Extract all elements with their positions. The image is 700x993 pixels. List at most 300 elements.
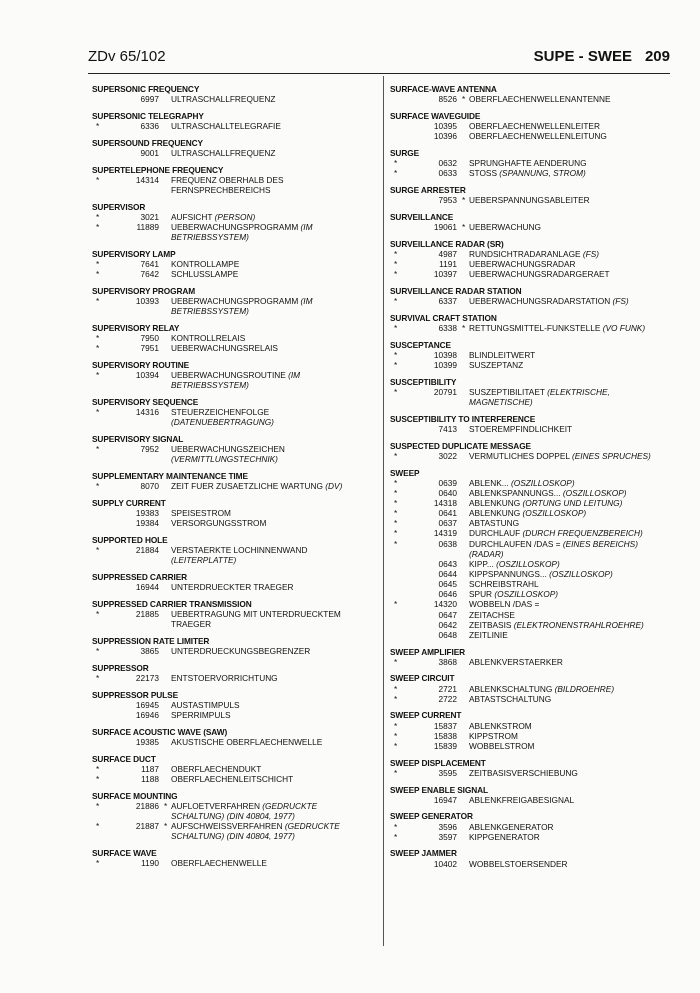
continuation-text: TRAEGER [171, 619, 212, 630]
star-marker: * [96, 672, 100, 683]
glossary-entry [390, 758, 680, 778]
entry-line [92, 212, 378, 222]
continuation-line [390, 397, 680, 407]
translation [469, 795, 574, 805]
entry-line [390, 195, 680, 205]
continuation-text: SCHALTUNG) (DIN 40804, 1977) [171, 831, 295, 842]
translation-text: STEUERZEICHENFOLGE [171, 407, 270, 418]
continuation-line [92, 185, 378, 195]
translation-text: KIPPSPANNUNGS... [469, 568, 547, 579]
translation [171, 269, 238, 279]
star-marker: * [462, 222, 466, 232]
translation-text: WOBBELN /DAS = [469, 599, 540, 610]
entry-line [92, 737, 378, 747]
entry-number: 21885 [135, 609, 159, 620]
glossary-entry [390, 468, 680, 640]
entry-number: 3022 [438, 450, 457, 461]
translation-text: VERMUTLICHES DOPPEL [469, 450, 570, 461]
continuation-text: BETRIEBSSYSTEM) [171, 306, 249, 317]
entry-line [390, 694, 680, 704]
entry-number: 19061 [433, 222, 457, 232]
entry-line [390, 121, 680, 131]
translation-text: ABLENKSCHALTUNG [469, 683, 553, 694]
glossary-entry [390, 673, 680, 703]
glossary-entry [92, 791, 378, 842]
star-marker: * [394, 720, 398, 731]
entry-line [92, 508, 378, 518]
entry-number: 6336 [140, 121, 159, 132]
translation [469, 158, 587, 168]
entry-number: 0645 [438, 579, 457, 590]
translation-text: VERSTAERKTE LOCHINNENWAND [171, 545, 308, 556]
glossary-entry [92, 572, 378, 592]
entry-line [390, 589, 680, 599]
entry-term: SURVEILLANCE [390, 211, 454, 222]
entry-line [390, 579, 680, 589]
glossary-entry [390, 212, 680, 232]
continuation-line [92, 811, 378, 821]
entry-line [390, 158, 680, 168]
glossary-entry [92, 165, 378, 195]
entry-number: 0639 [438, 477, 457, 488]
entry-number: 0633 [438, 168, 457, 179]
entry-number: 15838 [433, 730, 457, 741]
translation-note: (GEDRUCKTE [284, 821, 340, 832]
entry-term: SWEEP DISPLACEMENT [390, 757, 486, 768]
glossary-entry [92, 754, 378, 784]
translation [171, 700, 240, 710]
entry-number: 8526 [438, 94, 457, 105]
translation-text: ABLENKVERSTAERKER [469, 656, 563, 667]
entry-number: 14314 [135, 174, 159, 185]
translation [171, 858, 267, 868]
translation-note: (ELEKTRONENSTRAHLROEHRE) [513, 619, 644, 630]
glossary-entry [92, 286, 378, 316]
translation-note: (EINES SPRUCHES) [571, 450, 651, 461]
entry-number: 20791 [433, 386, 457, 397]
continuation-text: (VERMITTLUNGSTECHNIK) [171, 454, 278, 465]
entry-term: SUPERVISOR [92, 201, 146, 212]
translation-text: SUSZEPTANZ [469, 359, 524, 370]
continuation-text: (LEITERPLATTE) [171, 555, 237, 566]
entry-term: SURGE ARRESTER [390, 184, 466, 195]
glossary-entry [92, 535, 378, 565]
entry-number: 15839 [433, 740, 457, 751]
translation [171, 518, 266, 528]
star-marker: * [96, 609, 100, 620]
translation [171, 737, 322, 747]
glossary-entry [92, 471, 378, 491]
entry-line [92, 710, 378, 720]
entry-number: 16946 [135, 710, 159, 721]
translation [171, 175, 284, 185]
star-marker: * [394, 296, 398, 307]
entry-line [390, 387, 680, 397]
translation [171, 801, 317, 811]
entry-number: 14319 [433, 528, 457, 539]
star-marker: * [394, 259, 398, 270]
star-marker: * [394, 322, 398, 333]
entry-line [92, 646, 378, 656]
entry-term: SUPPRESSOR [92, 662, 149, 673]
entry-number: 10394 [135, 370, 159, 381]
star-marker: * [96, 858, 100, 869]
glossary-entry [390, 848, 680, 868]
entry-number: 4987 [438, 248, 457, 259]
translation-text: UEBERWACHUNGSPROGRAMM [171, 222, 299, 232]
star-marker: * [394, 497, 398, 508]
entry-number: 3865 [140, 646, 159, 657]
translation-text: ULTRASCHALLFREQUENZ [171, 147, 276, 158]
entry-line [390, 741, 680, 751]
entry-line [390, 222, 680, 232]
glossary-entry [390, 785, 680, 805]
entry-number: 3868 [438, 656, 457, 667]
entry-number: 6337 [438, 296, 457, 307]
translation-text: RETTUNGSMITTEL-FUNKSTELLE [469, 322, 601, 333]
translation-text: UEBERWACHUNGSRADARGERAET [469, 269, 610, 280]
entry-number: 0640 [438, 487, 457, 498]
entry-line [92, 222, 378, 232]
translation [469, 269, 610, 279]
entry-term: SUPPLY CURRENT [92, 497, 166, 508]
translation [469, 131, 607, 141]
translation-text: UNTERDRUECKTER TRAEGER [171, 582, 294, 593]
entry-term: SUPPRESSED CARRIER TRANSMISSION [92, 598, 252, 609]
entry-line [92, 343, 378, 353]
entry-term: SUSPECTED DUPLICATE MESSAGE [390, 440, 531, 451]
translation [469, 579, 539, 589]
glossary-entry [92, 636, 378, 656]
star-marker: * [96, 211, 100, 222]
translation-note: (VO FUNK) [602, 322, 646, 333]
entry-line [92, 175, 378, 185]
entry-number: 6997 [140, 94, 159, 105]
star-marker: * [394, 158, 398, 169]
translation-note: (FS) [612, 296, 629, 307]
glossary-entry [390, 111, 680, 141]
entry-number: 0648 [438, 629, 457, 640]
entry-term: SUSCEPTANCE [390, 339, 451, 350]
entry-number: 16947 [433, 794, 457, 805]
translation-text: ZEITBASIS [469, 619, 512, 630]
translation [171, 94, 276, 104]
left-column [92, 84, 378, 875]
glossary-entry [92, 202, 378, 243]
star-marker: * [96, 821, 100, 832]
continuation-text: (DATENUEBERTRAGUNG) [171, 417, 274, 428]
glossary-entry [390, 185, 680, 205]
translation [469, 488, 627, 498]
entry-line [92, 444, 378, 454]
entry-number: 10395 [433, 121, 457, 132]
translation-text: ABLENKSPANNUNGS... [469, 487, 561, 498]
translation-text: UEBERWACHUNGSRADAR [469, 259, 576, 270]
entry-term: SURGE [390, 147, 420, 158]
star-marker: * [96, 773, 100, 784]
glossary-entry [390, 414, 680, 434]
entry-line [92, 858, 378, 868]
entry-number: 2721 [438, 683, 457, 694]
entry-term: SUPERSONIC TELEGRAPHY [92, 110, 204, 121]
entry-number: 1190 [141, 858, 159, 869]
translation-text: KONTROLLRELAIS [171, 333, 246, 344]
entry-number: 0641 [438, 508, 457, 519]
continuation-line [92, 831, 378, 841]
glossary-entry [390, 84, 680, 104]
entry-number: 0638 [438, 538, 457, 549]
translation-text: STOSS [469, 168, 497, 179]
translation-text: ZEITLINIE [469, 629, 508, 640]
glossary-entry [390, 811, 680, 841]
translation-note: (FS) [582, 248, 600, 259]
entry-number: 2722 [438, 693, 457, 704]
star-marker: * [96, 121, 100, 132]
translation [171, 609, 341, 619]
translation-text: SPERRIMPULS [171, 710, 231, 721]
entry-term: SUSCEPTIBILITY [390, 376, 457, 387]
translation [171, 343, 278, 353]
translation-text: ABTASTSCHALTUNG [469, 693, 552, 704]
entry-number: 7641 [140, 259, 159, 270]
entry-line [92, 148, 378, 158]
glossary-entry [92, 599, 378, 629]
translation [469, 498, 622, 508]
translation [469, 599, 539, 609]
translation-text: AKUSTISCHE OBERFLAECHENWELLE [171, 736, 323, 747]
translation-note: (BILDROEHRE) [554, 683, 615, 694]
star-marker: * [96, 370, 100, 381]
entry-term: SURFACE ACOUSTIC WAVE (SAW) [92, 726, 228, 737]
glossary-entry [92, 138, 378, 158]
entry-number: 3595 [438, 767, 457, 778]
translation-note: (OSZILLOSKOP) [562, 487, 627, 498]
entry-number: 1191 [439, 259, 457, 270]
translation-text: UEBERWACHUNGSPROGRAMM [171, 296, 299, 307]
star-marker: * [462, 322, 466, 333]
translation [469, 222, 541, 232]
translation [469, 94, 611, 104]
translation-note: (SPANNUNG, STROM) [499, 168, 586, 179]
entry-number: 9001 [140, 147, 159, 158]
translation [469, 694, 551, 704]
star-marker: * [394, 656, 398, 667]
star-marker: * [394, 508, 398, 519]
continuation-text: (RADAR) [469, 548, 504, 559]
entry-number: 21886 [135, 800, 159, 811]
translation-text: OBERFLAECHENWELLENANTENNE [469, 94, 611, 105]
star-marker: * [394, 821, 398, 832]
translation-note: (ELEKTRISCHE, [547, 386, 610, 397]
translation [171, 222, 313, 232]
entry-number: 7952 [140, 444, 159, 455]
star-marker: * [394, 450, 398, 461]
translation [469, 168, 586, 178]
entry-term: SUPERVISORY SIGNAL [92, 434, 184, 445]
glossary-entry [92, 434, 378, 464]
entry-term: SUPERVISORY PROGRAM [92, 285, 196, 296]
entry-line [390, 350, 680, 360]
entry-number: 7953 [438, 195, 457, 206]
translation-text: DURCHLAUF [469, 528, 521, 539]
translation-text: OBERFLAECHENWELLENLEITER [469, 121, 600, 132]
glossary-entry [92, 111, 378, 131]
entry-term: SUPERVISORY ROUTINE [92, 359, 190, 370]
star-marker: * [462, 94, 466, 105]
continuation-line [390, 549, 680, 559]
translation-text: AUFLOETVERFAHREN [171, 800, 260, 811]
translation [171, 673, 278, 683]
entry-term: SUPPRESSOR PULSE [92, 689, 178, 700]
star-marker: * [96, 333, 100, 344]
translation-text: ABLENKUNG [469, 508, 521, 519]
entry-line [390, 424, 680, 434]
entry-term: SUPERTELEPHONE FREQUENCY [92, 164, 224, 175]
star-marker: * [96, 343, 100, 354]
entry-number: 22173 [135, 672, 159, 683]
entry-line [92, 801, 378, 811]
translation-text: SCHLUSSLAMPE [171, 269, 239, 280]
translation [171, 212, 255, 222]
entry-line [92, 94, 378, 104]
star-marker: * [394, 487, 398, 498]
translation-text: ZEITBASISVERSCHIEBUNG [469, 767, 578, 778]
entry-number: 16945 [135, 699, 159, 710]
header-rule [88, 73, 670, 74]
translation-note: (PERSON) [214, 211, 256, 222]
translation-text: OBERFLAECHENDUKT [171, 763, 262, 774]
entry-line [92, 481, 378, 491]
translation [469, 741, 534, 751]
entry-number: 10402 [433, 858, 457, 869]
star-marker: * [394, 248, 398, 259]
entry-number: 11889 [136, 222, 159, 232]
translation [171, 296, 313, 306]
entry-number: 3597 [438, 831, 457, 842]
star-marker: * [96, 259, 100, 270]
translation [469, 684, 614, 694]
translation [171, 821, 340, 831]
entry-term: SWEEP CURRENT [390, 710, 462, 721]
entry-number: 3596 [438, 821, 457, 832]
entry-term: SUPPLEMENTARY MAINTENANCE TIME [92, 471, 248, 482]
entry-number: 7642 [140, 269, 159, 280]
continuation-line [92, 619, 378, 629]
entry-number: 15837 [433, 720, 457, 731]
glossary-entry [390, 710, 680, 751]
entry-number: 10398 [433, 349, 457, 360]
entry-line [390, 822, 680, 832]
translation-text: KONTROLLAMPE [171, 259, 240, 270]
entry-line [390, 599, 680, 609]
translation-text: SUSZEPTIBILITAET [469, 386, 545, 397]
translation [469, 859, 568, 869]
entry-number: 19384 [135, 518, 159, 529]
translation [469, 121, 600, 131]
entry-line [390, 360, 680, 370]
translation-text: ABLENKUNG [469, 497, 521, 508]
column-divider [383, 76, 384, 946]
continuation-line [92, 555, 378, 565]
translation-text: AUSTASTIMPULS [171, 699, 240, 710]
glossary-entry [92, 397, 378, 427]
translation-note: (DV) [325, 481, 343, 492]
entry-line [390, 657, 680, 667]
star-marker: * [96, 646, 100, 657]
entry-line [92, 582, 378, 592]
translation-text: WOBBELSTROM [469, 740, 535, 751]
entry-line [390, 630, 680, 640]
translation-text: ENTSTOERVORRICHTUNG [171, 672, 278, 683]
star-marker: * [96, 174, 100, 185]
translation [469, 249, 599, 259]
translation [469, 424, 572, 434]
continuation-text: BETRIEBSSYSTEM) [171, 380, 249, 391]
star-marker: * [96, 269, 100, 280]
translation-note: (OSZILLOSKOP) [510, 477, 575, 488]
entry-number: 3021 [140, 211, 159, 222]
translation [469, 721, 532, 731]
star-marker: * [96, 545, 100, 556]
translation [469, 822, 554, 832]
glossary-entry [390, 340, 680, 370]
entry-number: 10396 [433, 131, 457, 142]
translation-text: BLINDLEITWERT [469, 349, 536, 360]
entry-line [390, 768, 680, 778]
entry-line [390, 478, 680, 488]
star-marker: * [164, 800, 168, 811]
entry-line [390, 259, 680, 269]
entry-line [390, 832, 680, 842]
translation [171, 764, 261, 774]
entry-line [390, 323, 680, 333]
glossary-entry [390, 313, 680, 333]
translation [171, 444, 285, 454]
translation [469, 657, 563, 667]
entry-term: SWEEP CIRCUIT [390, 673, 455, 684]
entry-term: SWEEP AMPLIFIER [390, 646, 466, 657]
entry-number: 14320 [433, 599, 457, 610]
entry-number: 14316 [135, 407, 159, 418]
translation-text: KIPPGENERATOR [469, 831, 540, 842]
star-marker: * [394, 349, 398, 360]
entry-term: SUPPRESSED CARRIER [92, 572, 188, 583]
translation-note: (OSZILLOSKOP) [496, 558, 560, 569]
star-marker: * [96, 222, 100, 232]
translation-text: ABLENKSTROM [469, 720, 532, 731]
page-range: SUPE - SWEE [533, 48, 632, 65]
translation [171, 545, 307, 555]
translation [469, 518, 519, 528]
entry-line [390, 249, 680, 259]
translation [469, 559, 560, 569]
star-marker: * [394, 528, 398, 539]
entry-line [390, 610, 680, 620]
entry-number: 19385 [135, 736, 159, 747]
entry-number: 1188 [141, 773, 159, 784]
entry-line [390, 620, 680, 630]
entry-term: SURVEILLANCE RADAR STATION [390, 285, 522, 296]
star-marker: * [394, 168, 398, 179]
star-marker: * [96, 800, 100, 811]
entry-term: SUPERSOUND FREQUENCY [92, 137, 203, 148]
glossary-entry [92, 360, 378, 390]
entry-term: SURFACE-WAVE ANTENNA [390, 84, 497, 94]
translation [469, 569, 613, 579]
star-marker: * [394, 693, 398, 704]
translation-text: OBERFLAECHENWELLENLEITUNG [469, 131, 607, 142]
entry-term: SUSCEPTIBILITY TO INTERFERENCE [390, 413, 536, 424]
